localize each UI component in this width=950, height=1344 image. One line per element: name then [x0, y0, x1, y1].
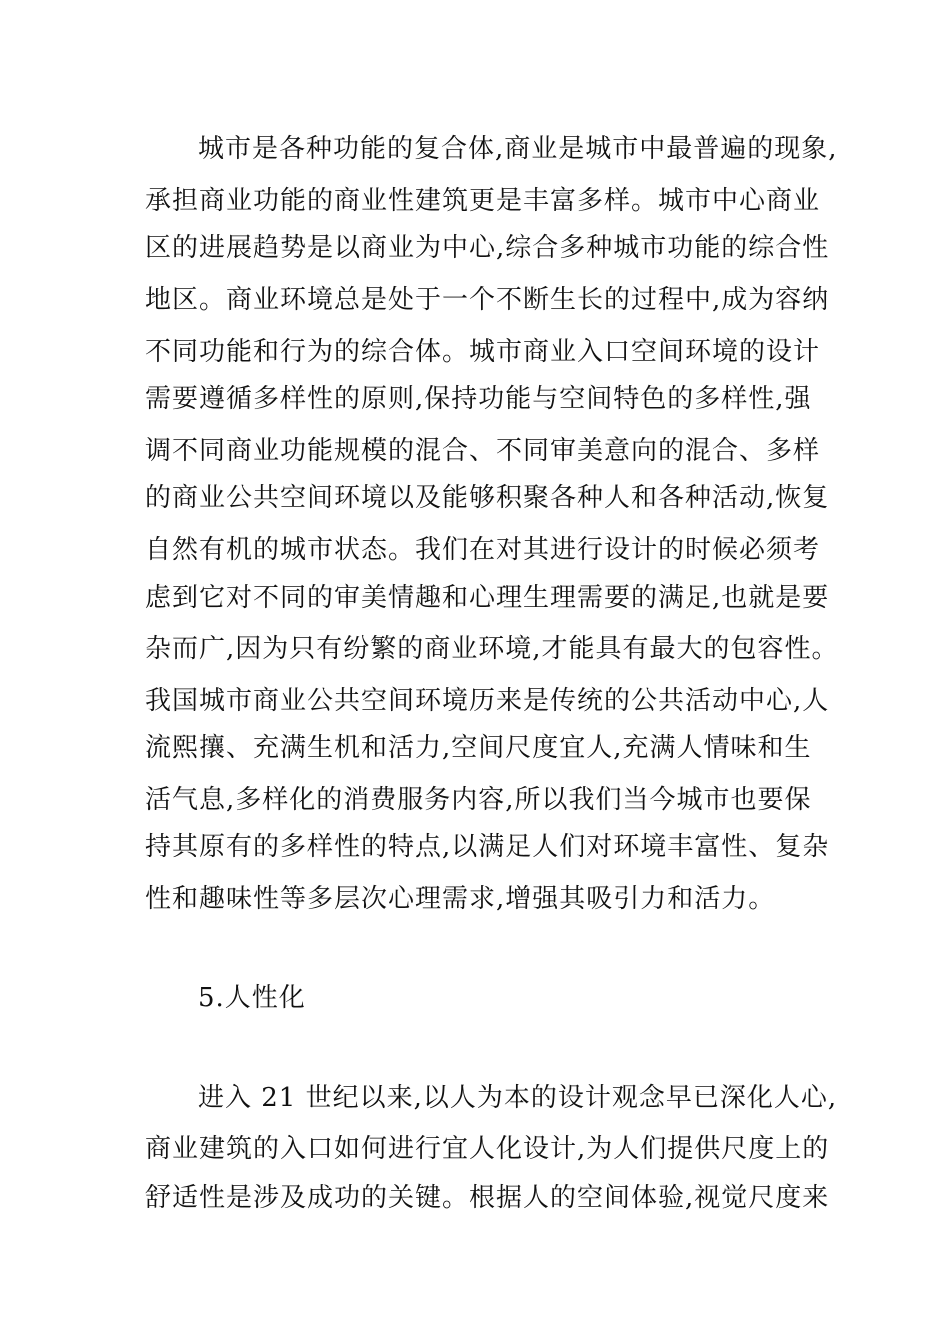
paragraph-line: 调不同商业功能规模的混合、不同审美意向的混合、多样 — [145, 436, 821, 466]
paragraph-line: 舒适性是涉及成功的关键。根据人的空间体验,视觉尺度来 — [145, 1183, 830, 1213]
paragraph-line: 活气息,多样化的消费服务内容,所以我们当今城市也要保 — [145, 785, 812, 815]
paragraph-line: 承担商业功能的商业性建筑更是丰富多样。城市中心商业 — [145, 186, 821, 216]
paragraph-line: 我国城市商业公共空间环境历来是传统的公共活动中心,人 — [145, 686, 830, 716]
paragraph-line: 虑到它对不同的审美情趣和心理生理需要的满足,也就是要 — [145, 583, 830, 613]
paragraph-line: 持其原有的多样性的特点,以满足人们对环境丰富性、复杂 — [145, 832, 830, 862]
paragraph-line: 地区。商业环境总是处于一个不断生长的过程中,成为容纳 — [145, 285, 830, 315]
paragraph-line: 的商业公共空间环境以及能够积聚各种人和各种活动,恢复 — [145, 483, 830, 513]
paragraph-line: 区的进展趋势是以商业为中心,综合多种城市功能的综合性 — [145, 233, 830, 263]
paragraph-line: 不同功能和行为的综合体。城市商业入口空间环境的设计 — [145, 337, 821, 367]
paragraph-line: 杂而广,因为只有纷繁的商业环境,才能具有最大的包容性。 — [145, 634, 839, 664]
paragraph-line: 自然有机的城市状态。我们在对其进行设计的时候必须考 — [145, 535, 821, 565]
paragraph-line: 性和趣味性等多层次心理需求,增强其吸引力和活力。 — [145, 884, 776, 914]
paragraph-line: 流熙攘、充满生机和活力,空间尺度宜人,充满人情味和生 — [145, 733, 812, 763]
paragraph-line: 进入 21 世纪以来,以人为本的设计观念早已深化人心, — [198, 1083, 838, 1113]
paragraph-line: 城市是各种功能的复合体,商业是城市中最普遍的现象, — [198, 134, 838, 164]
section-heading: 5.人性化 — [198, 983, 306, 1013]
paragraph-line: 需要遵循多样性的原则,保持功能与空间特色的多样性,强 — [145, 384, 812, 414]
paragraph-line: 商业建筑的入口如何进行宜人化设计,为人们提供尺度上的 — [145, 1134, 830, 1164]
